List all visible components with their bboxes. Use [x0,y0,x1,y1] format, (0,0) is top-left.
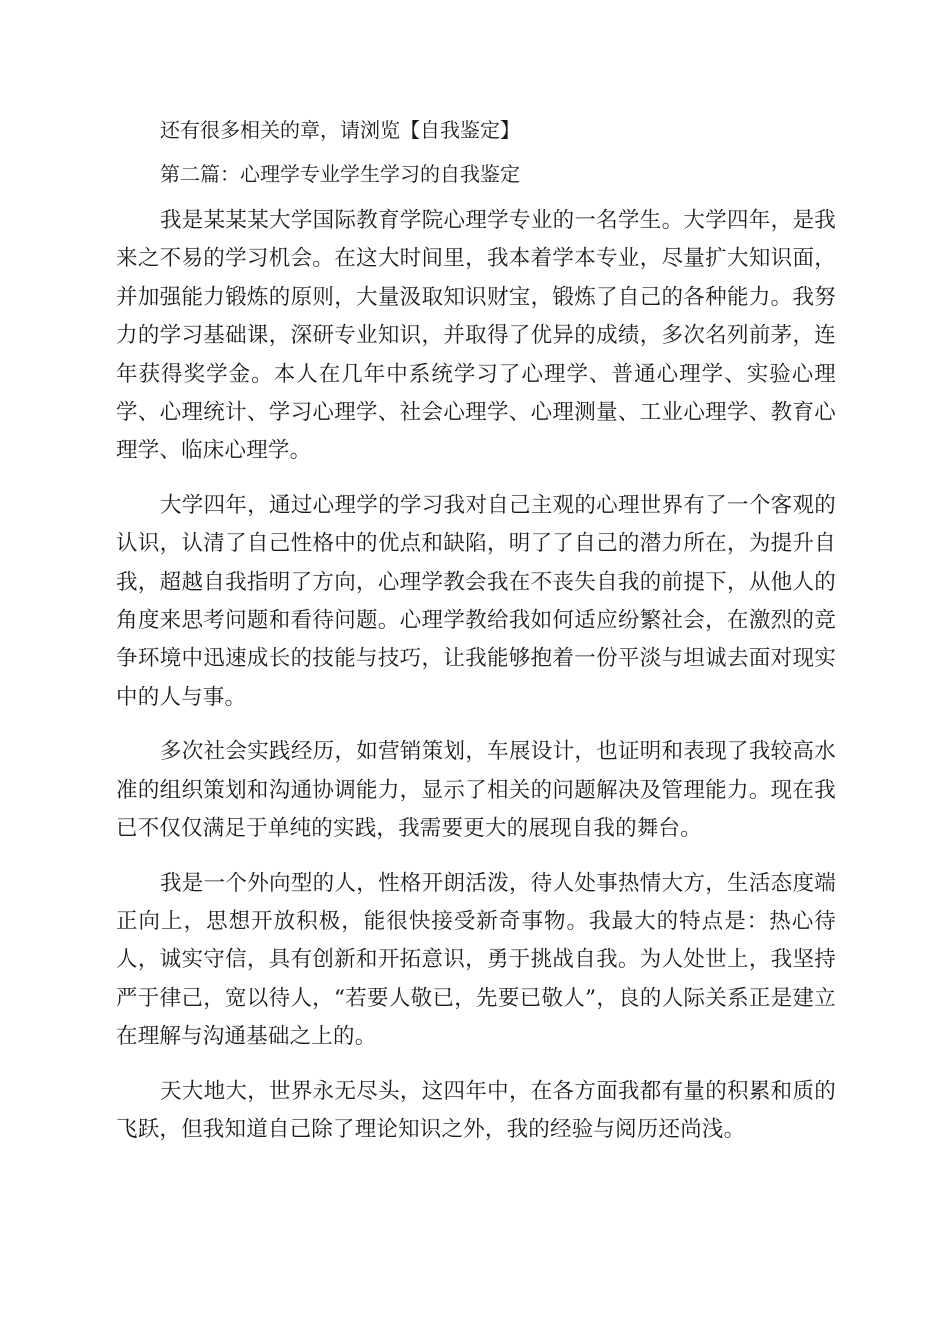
paragraph-2: 大学四年，通过心理学的学习我对自己主观的心理世界有了一个客观的认识，认清了自己性格中的优点和缺陷，明了了自己的潜力所在，为提升自我，超越自我指明了方向，心理学教会我在不丧失自我的前提下，从他人的角度来思考问题和看待问题。心理学教给我如何适应纷繁社会，在激烈的竞争环境中迅速成长的技能与技巧，让我能够抱着一份平淡与坦诚去面对现实中的人与事。 [116,492,836,710]
paragraph-1: 我是某某某大学国际教育学院心理学专业的一名学生。大学四年，是我来之不易的学习机会。在这大时间里，我本着学本专业，尽量扩大知识面，并加强能力锻炼的原则，大量汲取知识财宝，锻炼了自己的各种能力。我努力的学习基础课，深研专业知识，并取得了优异的成绩，多次名列前茅，连年获得奖学金。本人在几年中系统学习了心理学、普通心理学、实验心理学、心理统计、学习心理学、社会心理学、心理测量、工业心理学、教育心理学、临床心理学。 [116,208,836,464]
intro-line: 还有很多相关的章，请浏览【自我鉴定】 [160,118,520,142]
article-title: 第二篇：心理学专业学生学习的自我鉴定 [160,162,520,186]
paragraph-5: 天大地大，世界永无尽头，这四年中，在各方面我都有量的积累和质的飞跃，但我知道自己除了理论知识之外，我的经验与阅历还尚浅。 [116,1078,836,1142]
paragraph-4: 我是一个外向型的人，性格开朗活泼，待人处事热情大方，生活态度端正向上，思想开放积极，能很快接受新奇事物。我最大的特点是：热心待人，诚实守信，具有创新和开拓意识，勇于挑战自我。为人处世上，我坚持严于律己，宽以待人，“若要人敬已，先要已敬人”，良的人际关系正是建立在理解与沟通基础之上的。 [116,870,836,1050]
paragraph-3: 多次社会实践经历，如营销策划，车展设计，也证明和表现了我较高水准的组织策划和沟通协调能力，显示了相关的问题解决及管理能力。现在我已不仅仅满足于单纯的实践，我需要更大的展现自我的舞台。 [116,739,836,842]
document-page [116,108,836,1165]
